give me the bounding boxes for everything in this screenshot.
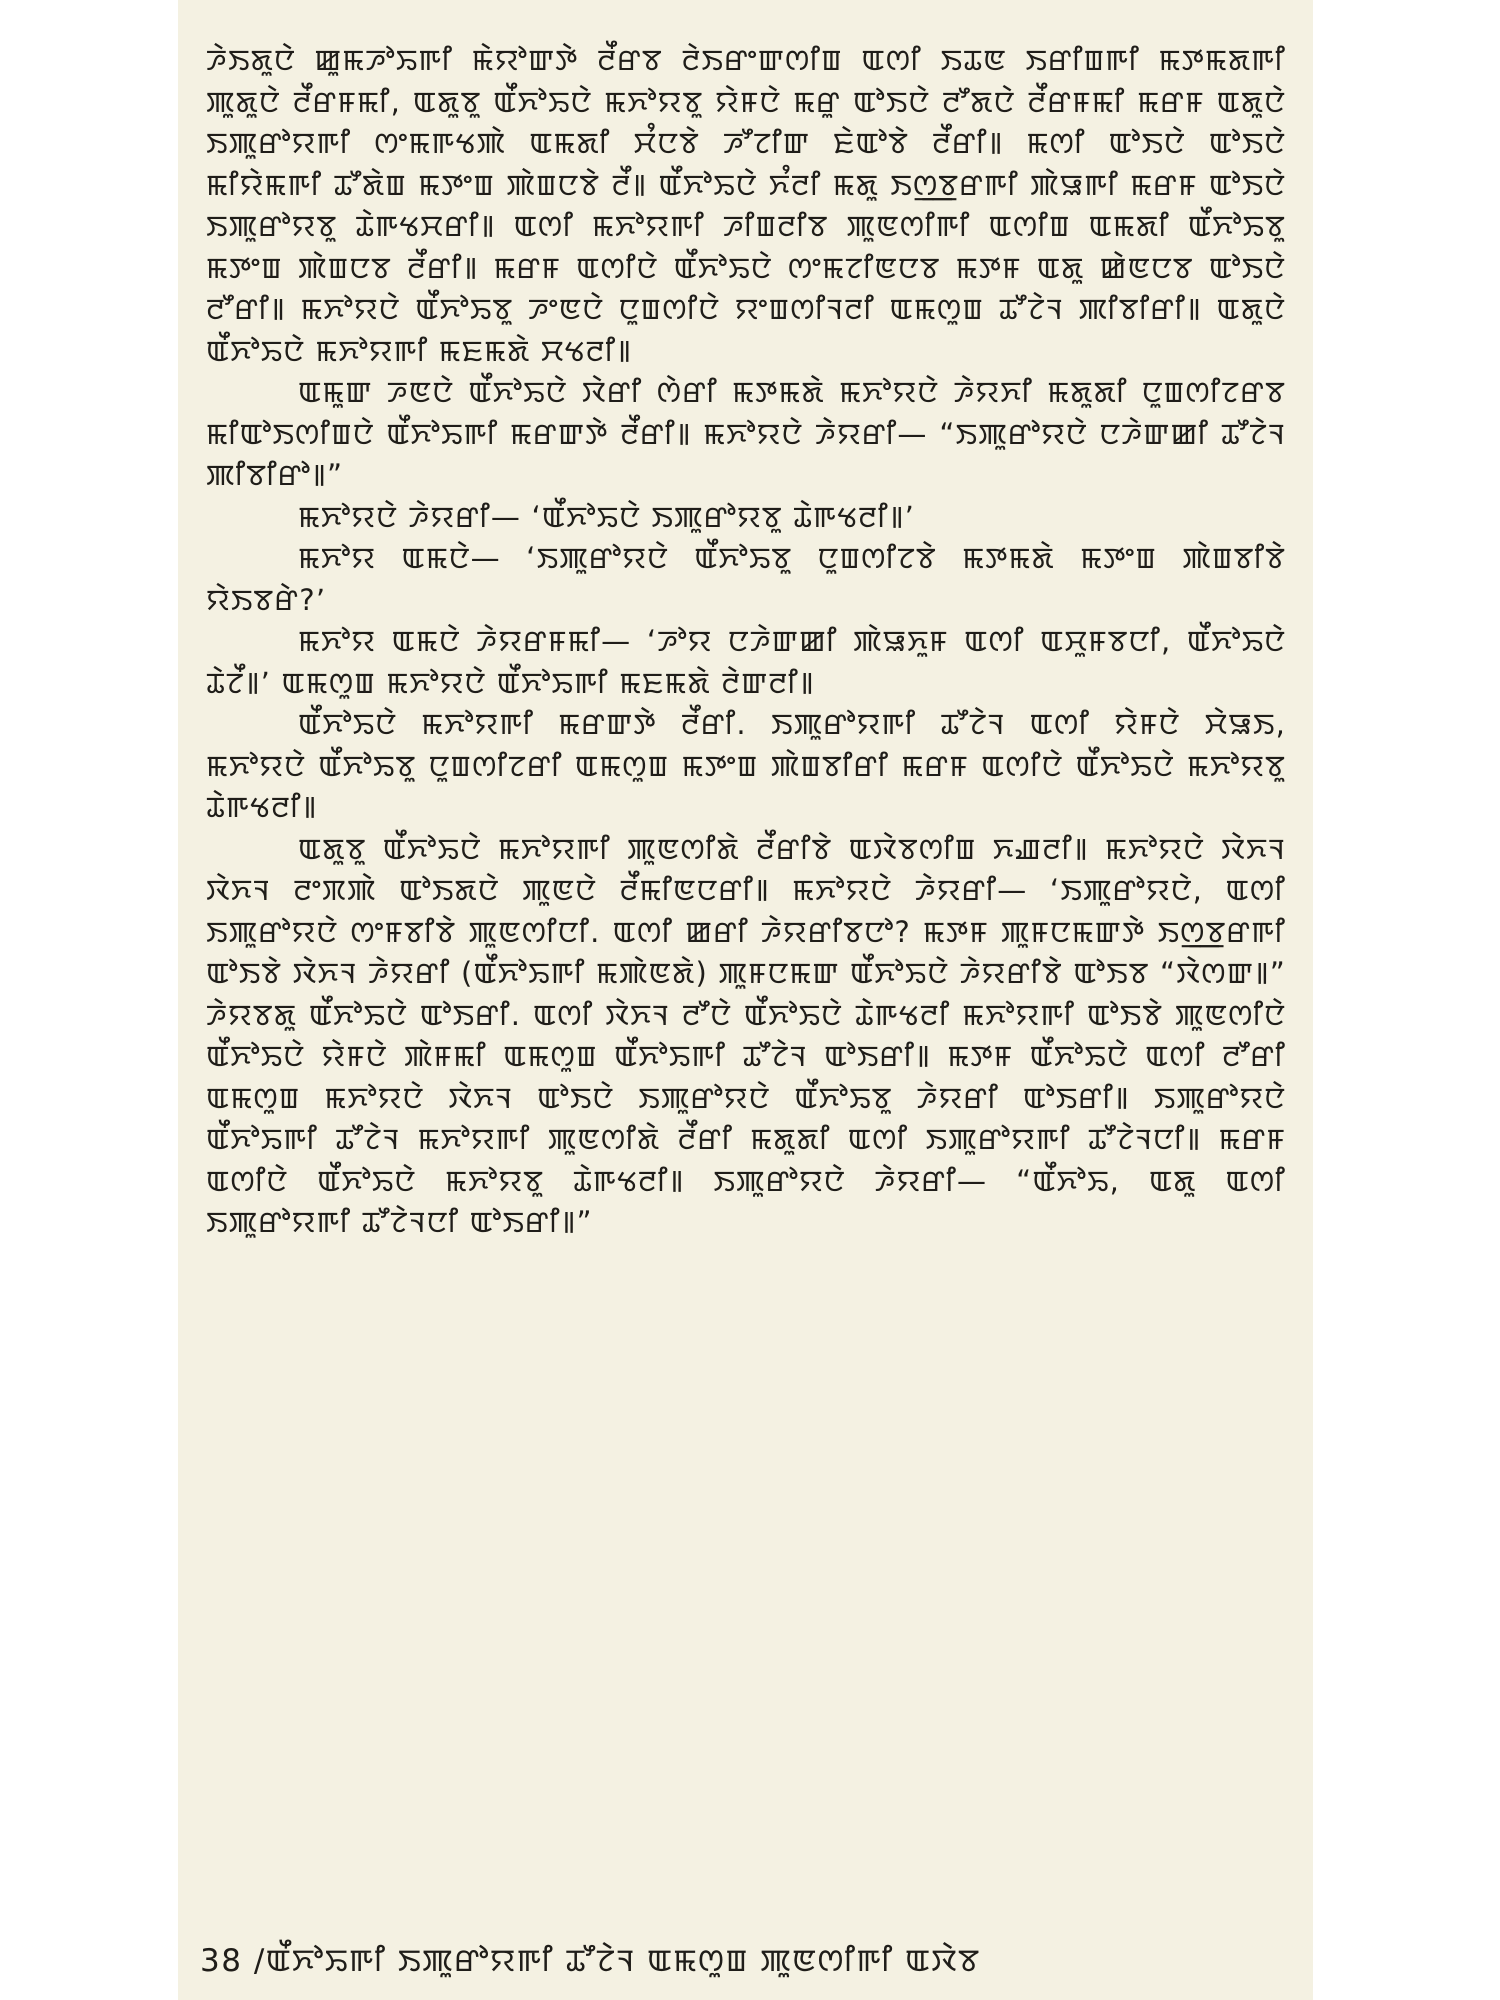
paragraph-5: ꯃꯈꯣꯌ ꯑꯃꯅꯥ ꯍꯥꯌꯔꯝꯃꯤ— ‘ꯍꯣꯌ ꯅꯍꯥꯛꯀꯤ ꯄꯥꯎꯈꯨꯝ ꯑꯁꯤ ꯑꯆꯨꯝꯕꯅꯤ, ꯑꯩꯈꯣꯢꯅꯥ ꯊꯥꯖꯩ꯫’ ꯑꯃꯁꯨꯡ ꯃꯈꯣꯌꯅꯥ ꯑꯩꯈꯣꯢꯒꯤ ꯃꯐꯃꯗꯥ ꯂꯥꯛꯂꯤ꯫ (206, 624, 1286, 700)
paragraph-6: ꯑꯩꯈꯣꯢꯅꯥ ꯃꯈꯣꯌꯒꯤ ꯃꯔꯛꯇꯥ ꯂꯩꯔꯤ. ꯏꯄꯨꯔꯣꯌꯒꯤ ꯊꯧꯖꯥꯜ ꯑꯁꯤ ꯌꯥꯝꯅꯥ ꯆꯥꯎꯏ, ꯃꯈꯣꯌꯅꯥ ꯑꯩꯈꯣꯢꯕꯨ ꯅꯨꯡꯁꯤꯖꯔꯤ ꯑꯃꯁꯨꯡ ꯃꯇꯦꯡ ꯄꯥꯡꯕꯤꯔꯤ ꯃꯔꯝ ꯑꯁꯤꯅꯥ ꯑꯩꯈꯣꯢꯅꯥ ꯃꯈꯣꯌꯕꯨ ꯊꯥꯒꯠꯂꯤ꯫ (206, 707, 1286, 824)
page-number: 38 (200, 1943, 243, 1979)
article-body (206, 40, 1286, 1244)
running-title: /ꯑꯩꯈꯣꯢꯒꯤ ꯏꯄꯨꯔꯣꯌꯒꯤ ꯊꯧꯖꯥꯜ ꯑꯃꯁꯨꯡ ꯄꯨꯟꯁꯤꯒꯤ ꯑꯋꯥꯕ (253, 1943, 981, 1979)
paragraph-7: ꯑꯗꯨꯕꯨ ꯑꯩꯈꯣꯢꯅꯥ ꯃꯈꯣꯌꯒꯤ ꯄꯨꯟꯁꯤꯗꯥ ꯂꯩꯔꯤꯕꯥ ꯑꯋꯥꯕꯁꯤꯡ ꯈꯉꯂꯤ꯫ ꯃꯈꯣꯌꯅꯥ ꯋꯥꯈꯜ ꯋꯥꯈꯜ ꯂꯦꯞꯄꯥ ꯑꯣꯏꯗꯅꯥ ꯄꯨꯟꯅꯥ ꯂꯩꯃꯤꯟꯅꯔꯤ꯫ ꯃꯈꯣꯌꯅꯥ ꯍꯥꯌꯔꯤ— ‘ꯏꯄꯨꯔꯣꯌꯅꯥ, ꯑꯁꯤ ꯏꯄꯨꯔꯣꯌꯅꯥ ꯁꯦꯝꯕꯤꯕꯥ ꯄꯨꯟꯁꯤꯅꯤ. ꯑꯁꯤ ꯀꯔꯤ ꯍꯥꯌꯔꯤꯕꯅꯣ? ꯃꯇꯝ ꯄꯨꯝꯅꯃꯛꯇꯥ ꯏꯁ꯭ꯕꯔꯒꯤ ꯑꯣꯏꯕꯥ ꯋꯥꯈꯜ ꯍꯥꯌꯔꯤ (ꯑꯩꯈꯣꯢꯒꯤ ꯃꯄꯥꯟꯗꯥ) ꯄꯨꯝꯅꯃꯛ ꯑꯩꯈꯣꯢꯅꯥ ꯍꯥꯌꯔꯤꯕꯥ ꯑꯣꯏꯕ “ꯋꯥꯁꯛ꯫” ꯍꯥꯌꯕꯗꯨ ꯑꯩꯈꯣꯢꯅꯥ ꯑꯣꯏꯔꯤ. ꯑꯁꯤ ꯋꯥꯈꯜ ꯂꯧꯅꯥ ꯑꯩꯈꯣꯢꯅꯥ ꯊꯥꯒꯠꯂꯤ ꯃꯈꯣꯌꯒꯤ ꯑꯣꯏꯕꯥ ꯄꯨꯟꯁꯤꯅꯥ ꯑꯩꯈꯣꯢꯅꯥ ꯌꯥꯝꯅꯥ ꯄꯥꯝꯃꯤ ꯑꯃꯁꯨꯡ ꯑꯩꯈꯣꯢꯒꯤ ꯊꯧꯖꯥꯜ ꯑꯣꯏꯔꯤ꯫ ꯃꯇꯝ ꯑꯩꯈꯣꯢꯅꯥ ꯑꯁꯤ ꯂꯧꯔꯤ ꯑꯃꯁꯨꯡ ꯃꯈꯣꯌꯅꯥ ꯋꯥꯈꯜ ꯑꯣꯏꯅꯥ ꯏꯄꯨꯔꯣꯌꯅꯥ ꯑꯩꯈꯣꯢꯕꯨ ꯍꯥꯌꯔꯤ ꯑꯣꯏꯔꯤ꯫ ꯏꯄꯨꯔꯣꯌꯅꯥ ꯑꯩꯈꯣꯢꯒꯤ ꯊꯧꯖꯥꯜ ꯃꯈꯣꯌꯒꯤ ꯄꯨꯟꯁꯤꯗꯥ ꯂꯩꯔꯤ ꯃꯗꯨꯗꯤ ꯑꯁꯤ ꯏꯄꯨꯔꯣꯌꯒꯤ ꯊꯧꯖꯥꯜꯅꯤ꯫ ꯃꯔꯝ ꯑꯁꯤꯅꯥ ꯑꯩꯈꯣꯢꯅꯥ ꯃꯈꯣꯌꯕꯨ ꯊꯥꯒꯠꯂꯤ꯫ ꯏꯄꯨꯔꯣꯌꯅꯥ ꯍꯥꯌꯔꯤ— “ꯑꯩꯈꯣꯢ, ꯑꯗꯨ ꯑꯁꯤ ꯏꯄꯨꯔꯣꯌꯒꯤ ꯊꯧꯖꯥꯜꯅꯤ ꯑꯣꯏꯔꯤ꯫” (206, 831, 1286, 1239)
paragraph-2: ꯑꯃꯨꯛ ꯍꯟꯅꯥ ꯑꯩꯈꯣꯢꯅꯥ ꯋꯥꯔꯤ ꯁꯥꯔꯤ ꯃꯇꯃꯗꯥ ꯃꯈꯣꯌꯅꯥ ꯍꯥꯌꯈꯤ ꯃꯗꯨꯗꯤ ꯅꯨꯡꯁꯤꯖꯔꯕ ꯃꯤꯑꯣꯏꯁꯤꯡꯅꯥ ꯑꯩꯈꯣꯢꯒꯤ ꯃꯔꯛꯇꯥ ꯂꯩꯔꯤ꯫ ꯃꯈꯣꯌꯅꯥ ꯍꯥꯌꯔꯤ— “ꯏꯄꯨꯔꯣꯌꯅꯥ ꯅꯍꯥꯛꯀꯤ ꯊꯧꯖꯥꯜ ꯄꯤꯕꯤꯔꯣ꯫” (206, 375, 1286, 492)
paragraph-1: ꯍꯥꯏꯗꯨꯅꯥ ꯀꯨꯃꯍꯣꯢꯒꯤ ꯃꯥꯌꯣꯛꯇꯥ ꯂꯩꯔꯕ ꯂꯥꯏꯔꯦꯛꯁꯤꯡ ꯑꯁꯤ ꯏꯊꯟ ꯏꯔꯤꯡꯒꯤ ꯃꯇꯃꯗꯒꯤ ꯄꯨꯗꯨꯅꯥ ꯂꯩꯔꯝꯃꯤ, ꯑꯗꯨꯕꯨ ꯑꯩꯈꯣꯢꯅꯥ ꯃꯈꯣꯌꯕꯨ ꯌꯥꯝꯅꯥ ꯃꯔꯨ ꯑꯣꯏꯅꯥ ꯂꯧꯗꯅꯥ ꯂꯩꯔꯝꯃꯤ ꯃꯔꯝ ꯑꯗꯨꯅꯥ ꯏꯄꯨꯔꯣꯌꯒꯤ ꯁꯦꯃꯒꯠꯄꯥ ꯑꯃꯗꯤ ꯆꯪꯅꯕꯥ ꯍꯧꯖꯤꯛ ꯐꯥꯑꯣꯕꯥ ꯂꯩꯔꯤ꯫ ꯃꯁꯤ ꯑꯣꯏꯅꯥ ꯑꯣꯏꯅꯥ ꯃꯤꯌꯥꯃꯒꯤ ꯊꯧꯗꯥꯡ ꯃꯇꯦꯡ ꯄꯥꯡꯅꯕꯥ ꯂꯩ꯫ ꯑꯩꯈꯣꯢꯅꯥ ꯈꯪꯂꯤ ꯃꯗꯨ ꯏꯁ꯭ꯕꯔꯒꯤ ꯄꯥꯎꯒꯤ ꯃꯔꯝ ꯑꯣꯏꯅꯥ ꯏꯄꯨꯔꯣꯌꯕꯨ ꯊꯥꯒꯠꯆꯔꯤ꯫ ꯑꯁꯤ ꯃꯈꯣꯌꯒꯤ ꯍꯤꯡꯂꯤꯕ ꯄꯨꯟꯁꯤꯒꯤ ꯑꯁꯤꯡ ꯑꯃꯗꯤ ꯑꯩꯈꯣꯢꯕꯨ ꯃꯇꯦꯡ ꯄꯥꯡꯅꯕ ꯂꯩꯔꯤ꯫ ꯃꯔꯝ ꯑꯁꯤꯅꯥ ꯑꯩꯈꯣꯢꯅꯥ ꯁꯦꯃꯖꯤꯟꯅꯕ ꯃꯇꯝ ꯑꯗꯨ ꯀꯥꯟꯅꯕ ꯑꯣꯏꯅꯥ ꯂꯧꯔꯤ꯫ ꯃꯈꯣꯌꯅꯥ ꯑꯩꯈꯣꯢꯕꯨ ꯍꯦꯟꯅꯥ ꯅꯨꯡꯁꯤꯅꯥ ꯌꯦꯡꯁꯤꯜꯂꯤ ꯑꯃꯁꯨꯡ ꯊꯧꯖꯥꯜ ꯄꯤꯕꯤꯔꯤ꯫ ꯑꯗꯨꯅꯥ ꯑꯩꯈꯣꯢꯅꯥ ꯃꯈꯣꯌꯒꯤ ꯃꯐꯃꯗꯥ ꯆꯠꯂꯤ꯫ (206, 43, 1286, 368)
scanned-page (178, 0, 1313, 2000)
paragraph-3: ꯃꯈꯣꯌꯅꯥ ꯍꯥꯌꯔꯤ— ‘ꯑꯩꯈꯣꯢꯅꯥ ꯏꯄꯨꯔꯣꯌꯕꯨ ꯊꯥꯒꯠꯂꯤ꯫’ (298, 499, 916, 534)
page-footer (200, 1938, 1290, 1981)
paragraph-4: ꯃꯈꯣꯌ ꯑꯃꯅꯥ— ‘ꯏꯄꯨꯔꯣꯌꯅꯥ ꯑꯩꯈꯣꯢꯕꯨ ꯅꯨꯡꯁꯤꯖꯕꯥ ꯃꯇꯃꯗꯥ ꯃꯇꯦꯡ ꯄꯥꯡꯕꯤꯕꯥ ꯌꯥꯏꯕꯔꯥ?’ (206, 541, 1286, 617)
